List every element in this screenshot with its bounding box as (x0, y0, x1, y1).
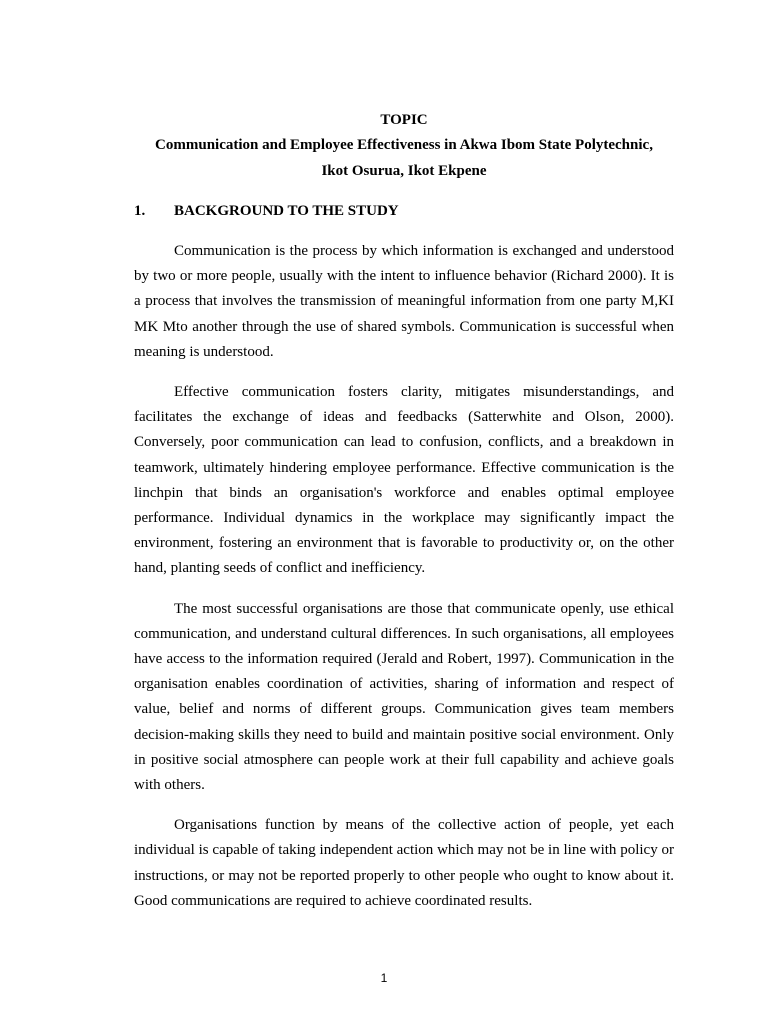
section-heading (134, 199, 674, 224)
section-number: 1. (134, 203, 146, 219)
paragraph-3: The most successful organisations are those that communicate openly, use ethical communication, and understand cultural differences. In such organisations, all employees have access to the information required (Jerald and Robert, 1997). Communication in the organisation enables coordination of activities, sharing of information and respect of value, belief and norms of different groups. Communication gives team members decision-making skills they need to build and maintain positive social environment. Only in positive social atmosphere can people work at their full capability and achieve goals with others. (134, 600, 674, 794)
paragraph-1: Communication is the process by which information is exchanged and understood by two or more people, usually with the intent to influence behavior (Richard 2000). It is a process that involves the transmission of meaningful information from one party M,KI MK Mto another through the use of shared symbols. Communication is successful when meaning is understood. (134, 243, 674, 360)
page-number: 1 (380, 971, 388, 985)
document-title-line-2: Ikot Osurua, Ikot Ekpene (321, 162, 487, 179)
paragraph-2: Effective communication fosters clarity, mitigates misunderstandings, and facilitates the exchange of ideas and feedbacks (Satterwhite and Olson, 2000). Conversely, poor communication can lead to confusion, conflicts, and a breakdown in teamwork, ultimately hindering employee performance. Effective communication is the linchpin that binds an organisation's workforce and enables optimal employee performance. Individual dynamics in the workplace may significantly impact the environment, fostering an environment that is favorable to productivity or, on the other hand, planting seeds of conflict and inefficiency. (134, 384, 674, 577)
paragraph-4: Organisations function by means of the collective action of people, yet each individual is capable of taking independent action which may not be in line with policy or instructions, or may not be reported properly to other people who ought to know about it. Good communications are required to achieve coordinated results. (134, 817, 674, 909)
section-title: BACKGROUND TO THE STUDY (174, 203, 399, 219)
document-title-line-1: Communication and Employee Effectiveness in Akwa Ibom State Polytechnic, (155, 137, 653, 153)
document-page (134, 108, 674, 914)
topic-label: TOPIC (380, 112, 428, 128)
